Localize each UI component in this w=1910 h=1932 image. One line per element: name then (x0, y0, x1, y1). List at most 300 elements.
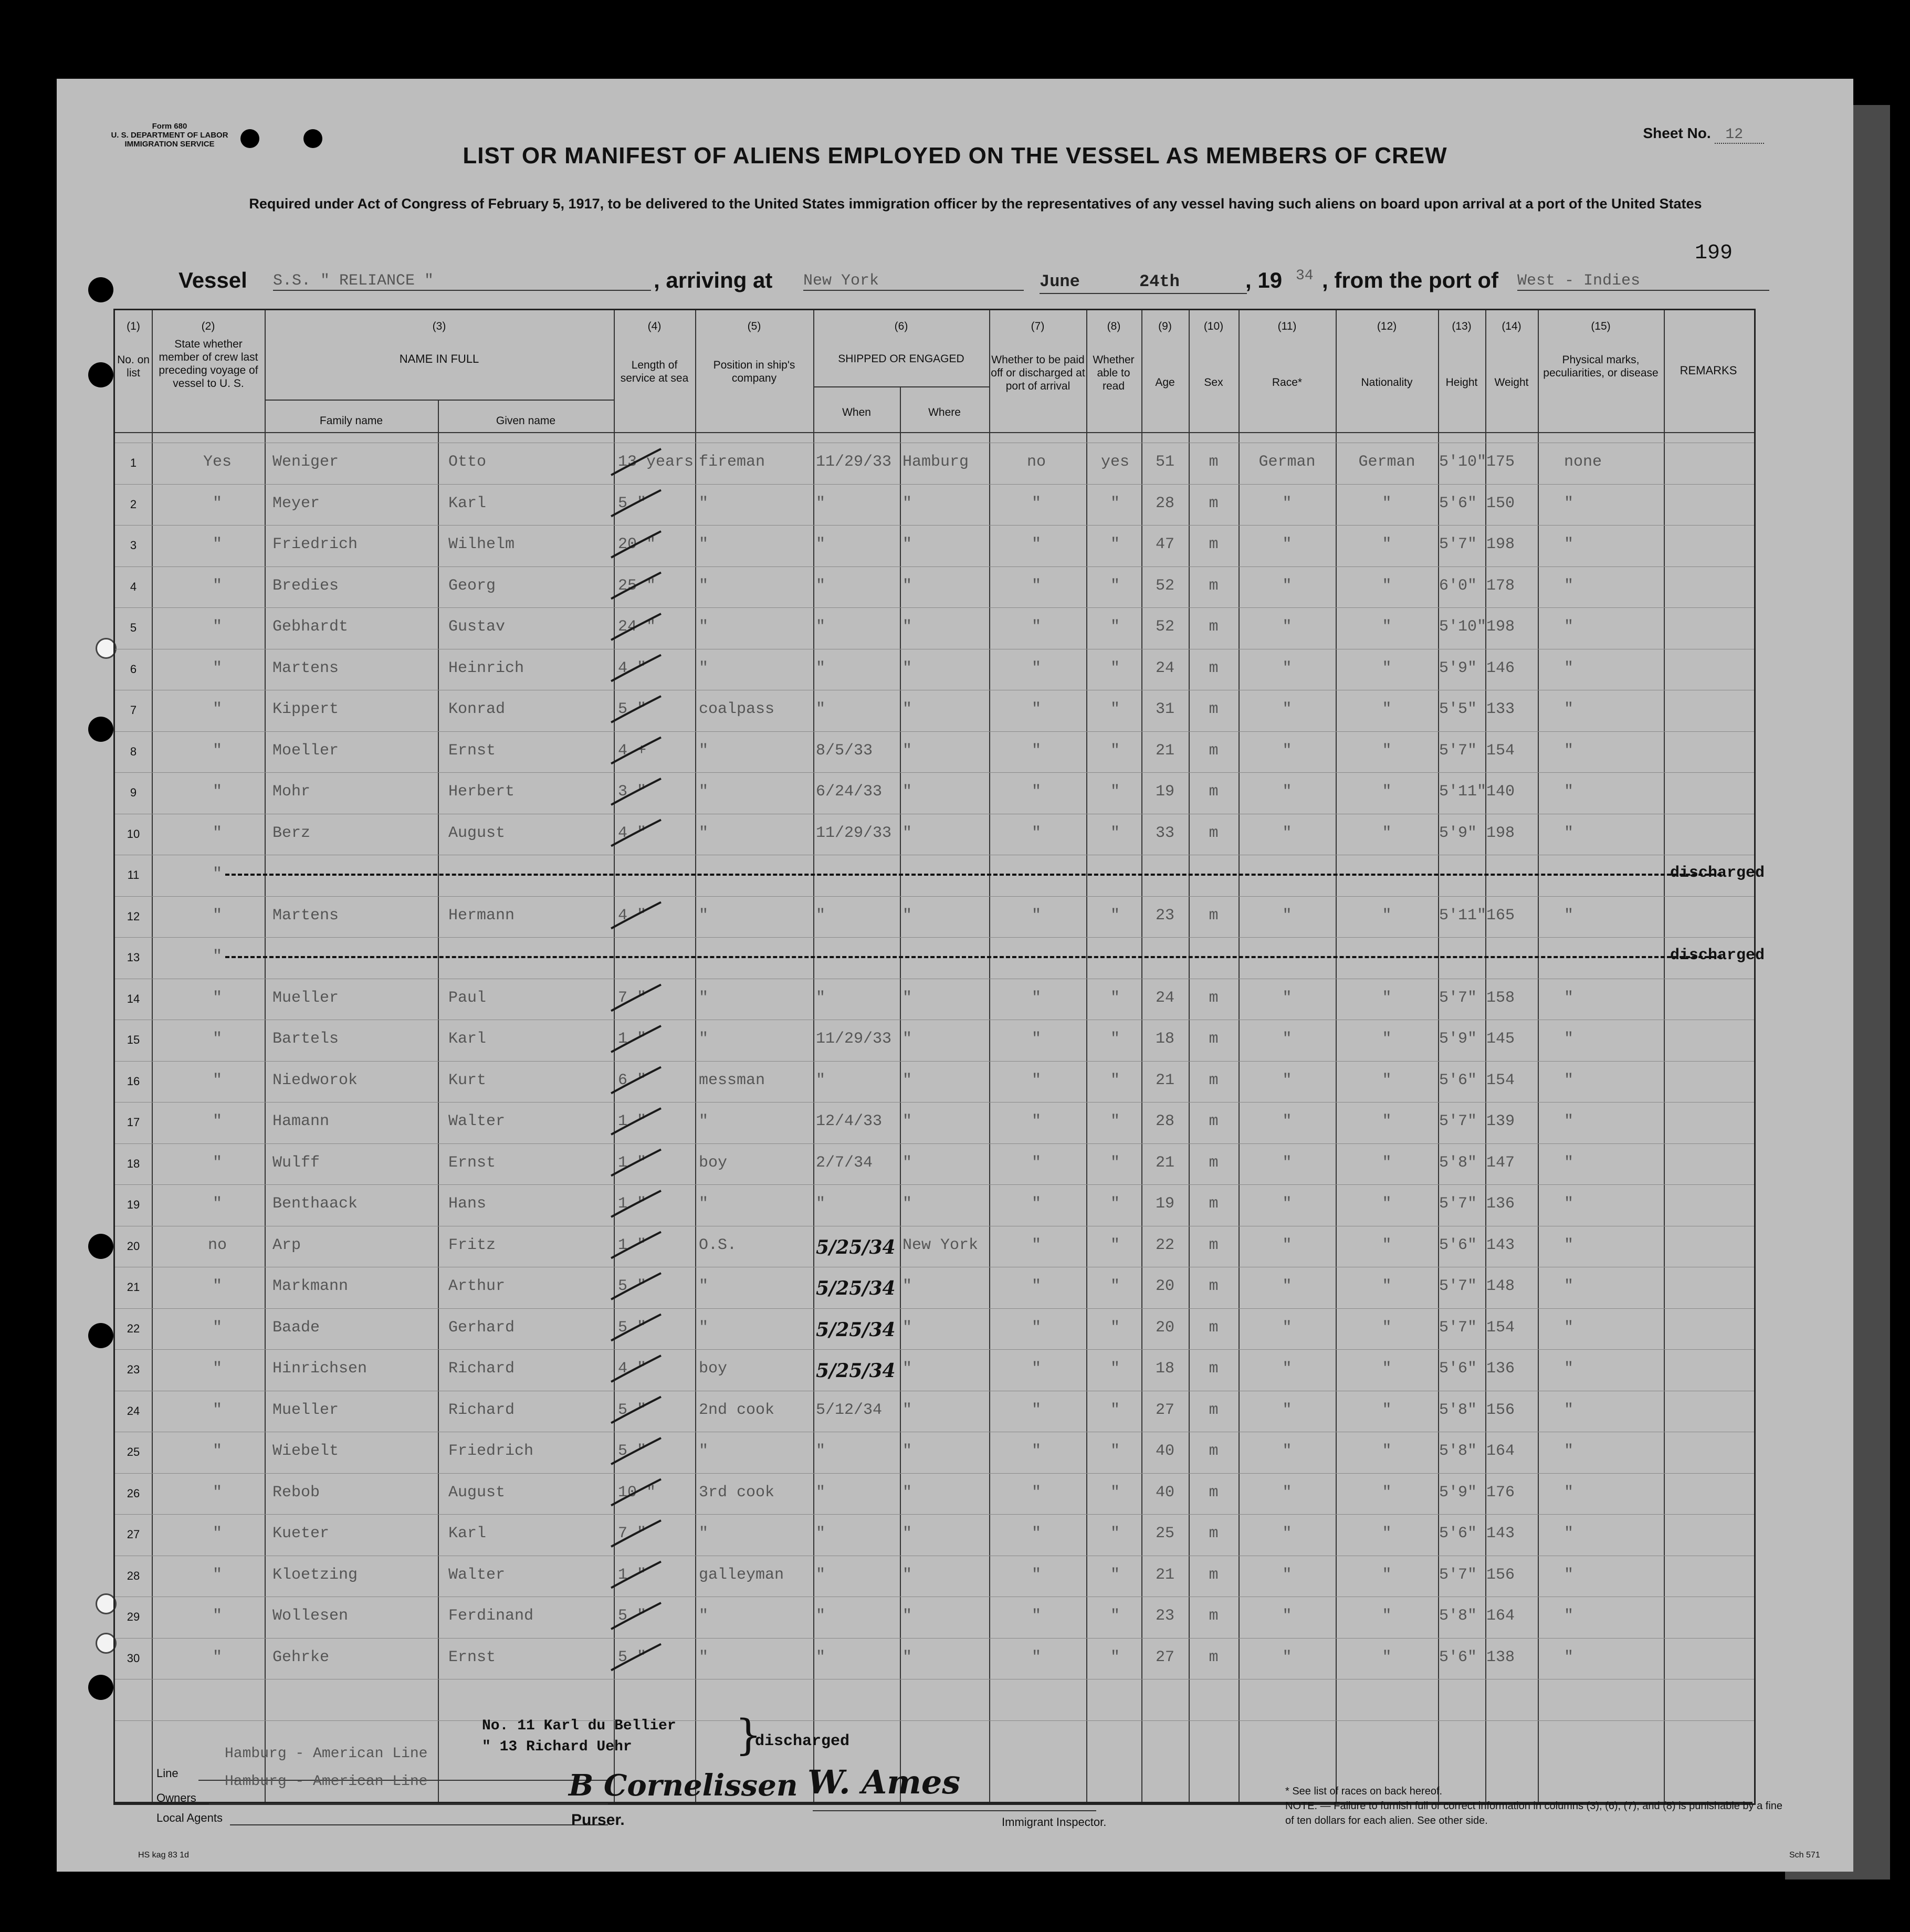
cell-state: " (212, 989, 222, 1007)
cell-weight: 198 (1486, 618, 1515, 636)
tick-mark (611, 1067, 661, 1094)
cell-position: " (699, 536, 709, 553)
cell-marks: " (1564, 1360, 1574, 1378)
cell-length: 4 + (618, 741, 647, 760)
cell-length: 5 " (618, 700, 647, 718)
cell-nat: " (1382, 700, 1392, 718)
cell-family: Mueller (272, 1401, 339, 1419)
cell-nat: " (1382, 1153, 1392, 1172)
department-name: U. S. DEPARTMENT OF LABOR (111, 131, 228, 140)
row-number: 7 (130, 704, 137, 717)
tick-mark (611, 1603, 661, 1629)
cell-race: German (1258, 453, 1316, 471)
cell-sex: m (1209, 1071, 1219, 1089)
cell-when: " (816, 659, 826, 677)
header-when: When (842, 406, 871, 418)
cell-height: 5'7" (1439, 1195, 1477, 1213)
cell-state: " (212, 783, 222, 801)
print-code: HS kag 83 1d (138, 1851, 189, 1860)
cell-read: " (1110, 1483, 1120, 1502)
cell-when: 11/29/33 (816, 453, 892, 471)
cell-where: " (902, 700, 912, 718)
cell-sex: m (1209, 1442, 1219, 1460)
cell-race: " (1282, 1401, 1292, 1419)
cell-given: Paul (448, 989, 487, 1007)
cell-position: " (699, 494, 709, 512)
cell-position: 3rd cook (699, 1483, 775, 1502)
row-number: 16 (127, 1074, 140, 1088)
cell-read: " (1110, 1442, 1120, 1460)
cell-paid: " (1031, 1607, 1041, 1625)
cell-height: 5'10" (1439, 618, 1487, 636)
cell-marks: none (1564, 453, 1602, 471)
cell-nat: " (1382, 1195, 1392, 1213)
cell-nat: " (1382, 989, 1392, 1007)
cell-family: Gehrke (272, 1648, 330, 1666)
cell-height: 5'5" (1439, 700, 1477, 718)
cell-paid: " (1031, 494, 1041, 512)
cell-marks: " (1564, 1566, 1574, 1584)
cell-position: " (699, 906, 709, 925)
cell-position: " (699, 1442, 709, 1460)
cell-race: " (1282, 1607, 1292, 1625)
from-label: , from the port of (1322, 268, 1498, 292)
cell-nat: " (1382, 1566, 1392, 1584)
row-number: 2 (130, 497, 137, 511)
tick-mark (611, 820, 661, 846)
cell-given: Friedrich (448, 1442, 534, 1460)
cell-race: " (1282, 783, 1292, 801)
cell-state: " (212, 659, 222, 677)
cell-read: " (1110, 700, 1120, 718)
cell-read: " (1110, 1236, 1120, 1254)
row-number: 17 (127, 1116, 140, 1129)
row-number: 18 (127, 1157, 140, 1170)
cell-race: " (1282, 824, 1292, 842)
cell-sex: m (1209, 1112, 1219, 1130)
header-length-of-service: Length of service at sea (620, 359, 689, 384)
cell-read: " (1110, 824, 1120, 842)
row-number: 11 (127, 868, 140, 881)
owners-underline (209, 1803, 608, 1804)
tick-mark (611, 531, 661, 558)
cell-when: " (816, 1525, 826, 1542)
col-num-1: (1) (127, 320, 140, 332)
arriving-label: , arriving at (654, 268, 773, 292)
cell-paid: " (1031, 1483, 1041, 1502)
header-nationality: Nationality (1361, 376, 1413, 388)
cell-where: " (902, 659, 912, 677)
cell-read: " (1110, 783, 1120, 801)
cell-sex: m (1209, 783, 1219, 801)
tick-mark (611, 1520, 661, 1547)
tick-mark (611, 614, 661, 640)
schedule-code: Sch 571 (1789, 1851, 1820, 1860)
row-number: 26 (127, 1486, 140, 1500)
cell-state: " (212, 1525, 222, 1542)
cell-when: " (816, 1195, 826, 1213)
cell-paid: " (1031, 824, 1041, 842)
cell-weight: 133 (1486, 700, 1515, 718)
cell-paid: " (1031, 1442, 1041, 1460)
cell-length: 3 " (618, 783, 647, 801)
cell-length: 1 " (618, 1030, 647, 1048)
cell-age: 52 (1155, 618, 1174, 636)
cell-length: 1 " (618, 1195, 647, 1213)
tick-mark (611, 1315, 661, 1341)
tick-mark (611, 902, 661, 929)
cell-height: 5'6" (1439, 1236, 1477, 1254)
cell-family: Kippert (272, 700, 339, 718)
inspector-label: Immigrant Inspector. (1002, 1815, 1107, 1829)
cell-marks: " (1564, 659, 1574, 677)
cell-when: 5/25/34 (816, 1236, 896, 1258)
cell-marks: " (1564, 1112, 1574, 1130)
cell-given: Gustav (448, 618, 506, 636)
cell-state: " (212, 536, 222, 553)
cell-sex: m (1209, 1360, 1219, 1378)
cell-state: " (212, 700, 222, 718)
cell-sex: m (1209, 618, 1219, 636)
cell-where: " (902, 1030, 912, 1048)
row-number: 22 (127, 1321, 140, 1335)
cell-where: " (902, 536, 912, 553)
col-num-2: (2) (201, 320, 215, 332)
cell-read: " (1110, 659, 1120, 677)
cell-read: " (1110, 1401, 1120, 1419)
col-num-6: (6) (894, 320, 908, 332)
cell-read: " (1110, 1030, 1120, 1048)
cell-state: no (207, 1236, 227, 1254)
remark-text: discharged (1670, 864, 1765, 882)
cell-age: 23 (1155, 1607, 1174, 1625)
cell-state: " (212, 1195, 222, 1213)
cell-paid: " (1031, 700, 1041, 718)
cell-length: 5 " (618, 494, 647, 512)
page-title: LIST OR MANIFEST OF ALIENS EMPLOYED ON THE VESSEL AS MEMBERS OF CREW (463, 143, 1447, 169)
cell-sex: m (1209, 1277, 1219, 1295)
cell-weight: 147 (1486, 1153, 1515, 1172)
cell-race: " (1282, 989, 1292, 1007)
cell-height: 5'7" (1439, 1277, 1477, 1295)
discharged-note-line2: " 13 Richard Uehr (482, 1739, 632, 1755)
cell-height: 5'6" (1439, 1360, 1477, 1378)
cell-read: " (1110, 618, 1120, 636)
cell-nat: " (1382, 1525, 1392, 1542)
cell-age: 23 (1155, 906, 1174, 925)
cell-length: 10 " (618, 1483, 656, 1502)
cell-family: Benthaack (272, 1195, 358, 1213)
cell-marks: " (1564, 1318, 1574, 1337)
cell-age: 28 (1155, 494, 1174, 512)
cell-age: 52 (1155, 576, 1174, 595)
form-number: Form 680 (152, 122, 187, 131)
arrival-month: June (1040, 272, 1080, 291)
cell-given: Ernst (448, 741, 496, 760)
arrival-year: 34 (1296, 268, 1314, 284)
cell-marks: " (1564, 824, 1574, 842)
cell-family: Baade (272, 1318, 320, 1337)
header-previous-voyage: State whether member of crew last preceding voyage of vessel to U. S. (159, 338, 258, 390)
cell-given: Hermann (448, 906, 515, 925)
departure-port: West - Indies (1517, 272, 1769, 291)
cell-length: 1 " (618, 1153, 647, 1172)
cell-marks: " (1564, 700, 1574, 718)
cell-family: Markmann (272, 1277, 349, 1295)
cell-when: 11/29/33 (816, 1030, 892, 1048)
cell-race: " (1282, 1360, 1292, 1378)
cell-height: 5'7" (1439, 741, 1477, 760)
tick-mark (611, 696, 661, 722)
cell-state: " (212, 1401, 222, 1419)
cell-weight: 143 (1486, 1525, 1515, 1542)
cell-nat: " (1382, 824, 1392, 842)
cell-family: Meyer (272, 494, 320, 512)
cell-length: 20 " (618, 536, 656, 553)
cell-position: " (699, 989, 709, 1007)
cell-weight: 165 (1486, 906, 1515, 925)
cell-height: 5'11" (1439, 783, 1487, 801)
cell-position: " (699, 824, 709, 842)
row-number: 21 (127, 1280, 140, 1294)
cell-race: " (1282, 1153, 1292, 1172)
cell-given: Richard (448, 1401, 515, 1419)
cell-length: 25 " (618, 576, 656, 595)
cell-family: Mueller (272, 989, 339, 1007)
cell-position: " (699, 783, 709, 801)
cell-weight: 156 (1486, 1401, 1515, 1419)
cell-race: " (1282, 906, 1292, 925)
cell-nat: " (1382, 741, 1392, 760)
races-footnote: * See list of races on back hereof. (1285, 1786, 1443, 1797)
cell-read: " (1110, 1195, 1120, 1213)
cell-height: 5'7" (1439, 536, 1477, 553)
cell-marks: " (1564, 1071, 1574, 1089)
cell-height: 5'8" (1439, 1401, 1477, 1419)
cell-length: 5 " (618, 1442, 647, 1460)
cell-nat: " (1382, 1030, 1392, 1048)
cell-height: 5'11" (1439, 906, 1487, 925)
cell-state: " (212, 1277, 222, 1295)
cell-position: " (699, 1277, 709, 1295)
line-label: Line (156, 1767, 179, 1780)
cell-height: 5'7" (1439, 1566, 1477, 1584)
cell-when: " (816, 1442, 826, 1460)
cell-nat: " (1382, 576, 1392, 595)
cell-read: " (1110, 1112, 1120, 1130)
cell-length: 4 " (618, 824, 647, 842)
cell-read: " (1110, 1360, 1120, 1378)
cell-weight: 178 (1486, 576, 1515, 595)
cell-marks: " (1564, 1195, 1574, 1213)
cell-where: " (902, 576, 912, 595)
cell-when: " (816, 618, 826, 636)
tick-mark (611, 779, 661, 805)
cell-length: 5 " (618, 1277, 647, 1295)
cell-race: " (1282, 1030, 1292, 1048)
cell-when: " (816, 494, 826, 512)
cell-sex: m (1209, 824, 1219, 842)
cell-when: 5/25/34 (816, 1318, 896, 1341)
col-num-13: (13) (1452, 320, 1472, 332)
cell-height: 5'7" (1439, 1318, 1477, 1337)
cell-paid: " (1031, 741, 1041, 760)
note-brace: } (735, 1710, 762, 1759)
cell-race: " (1282, 1071, 1292, 1089)
cell-weight: 154 (1486, 1318, 1515, 1337)
cell-where: " (902, 1401, 912, 1419)
cell-weight: 145 (1486, 1030, 1515, 1048)
cell-given: Konrad (448, 700, 506, 718)
cell-position: " (699, 1318, 709, 1337)
row-number: 27 (127, 1528, 140, 1541)
cell-paid: " (1031, 1401, 1041, 1419)
header-height: Height (1445, 376, 1478, 388)
cell-length: 1 " (618, 1236, 647, 1254)
cell-position: coalpass (699, 700, 775, 718)
cell-state: " (212, 741, 222, 760)
cell-marks: " (1564, 576, 1574, 595)
cell-given: Kurt (448, 1071, 487, 1089)
header-race: Race* (1272, 376, 1303, 388)
cell-weight: 136 (1486, 1360, 1515, 1378)
cell-length: 5 " (618, 1318, 647, 1337)
cell-height: 5'7" (1439, 989, 1477, 1007)
cell-sex: m (1209, 741, 1219, 760)
cell-where: " (902, 1153, 912, 1172)
cell-where: " (902, 906, 912, 925)
cell-length: 1 " (618, 1112, 647, 1130)
tick-mark (611, 655, 661, 681)
punch-hole (88, 277, 113, 302)
cell-where: " (902, 1071, 912, 1089)
cell-when: " (816, 700, 826, 718)
cell-where: " (902, 1195, 912, 1213)
cell-nat: " (1382, 1318, 1392, 1337)
cell-when: " (816, 1483, 826, 1502)
cell-height: 5'6" (1439, 1071, 1477, 1089)
cell-length: 7 " (618, 989, 647, 1007)
tick-mark (611, 573, 661, 599)
vessel-label: Vessel (179, 268, 247, 292)
cell-marks: " (1564, 906, 1574, 925)
cell-nat: " (1382, 1648, 1392, 1666)
sheet-number-value: 12 (1715, 127, 1764, 144)
cell-position: " (699, 659, 709, 677)
cell-length: 6 " (618, 1071, 647, 1089)
cell-nat: " (1382, 1071, 1392, 1089)
cell-marks: " (1564, 783, 1574, 801)
punch-hole (88, 362, 113, 387)
owners-label: Owners (156, 1791, 196, 1804)
cell-given: Hans (448, 1195, 487, 1213)
cell-age: 40 (1155, 1483, 1174, 1502)
cell-state: " (212, 1648, 222, 1666)
arrival-port: New York (803, 272, 1024, 291)
cell-race: " (1282, 1442, 1292, 1460)
header-physical-marks: Physical marks, peculiarities, or disease (1543, 354, 1659, 379)
cell-race: " (1282, 1483, 1292, 1502)
cell-position: " (699, 1030, 709, 1048)
cell-family: Martens (272, 659, 339, 677)
cell-where: " (902, 1442, 912, 1460)
cell-when: " (816, 1071, 826, 1089)
cell-marks: " (1564, 1030, 1574, 1048)
cell-state: " (212, 618, 222, 636)
col-num-14: (14) (1502, 320, 1521, 332)
cell-state: " (212, 824, 222, 842)
crew-table (113, 309, 1765, 1805)
voyage-line (179, 268, 1775, 299)
cell-paid: " (1031, 1153, 1041, 1172)
cell-marks: " (1564, 1648, 1574, 1666)
cell-sex: m (1209, 1401, 1219, 1419)
cell-height: 5'9" (1439, 659, 1477, 677)
cell-given: Arthur (448, 1277, 506, 1295)
cell-position: 2nd cook (699, 1401, 775, 1419)
cell-where: " (902, 1318, 912, 1337)
cell-sex: m (1209, 989, 1219, 1007)
cell-where: " (902, 494, 912, 512)
cell-family: Rebob (272, 1483, 320, 1502)
cell-height: 5'6" (1439, 1648, 1477, 1666)
cell-marks: " (1564, 494, 1574, 512)
col-num-4: (4) (647, 320, 662, 332)
cell-nat: " (1382, 1401, 1392, 1419)
cell-age: 28 (1155, 1112, 1174, 1130)
cell-sex: m (1209, 906, 1219, 925)
col-num-12: (12) (1377, 320, 1397, 332)
cell-length: 5 " (618, 1648, 647, 1666)
cell-nat: " (1382, 1442, 1392, 1460)
cell-sex: m (1209, 1153, 1219, 1172)
cell-length: 24 " (618, 618, 656, 636)
year-prefix: , 19 (1245, 268, 1283, 292)
tick-mark (611, 1562, 661, 1588)
cell-family: Kloetzing (272, 1566, 358, 1584)
cell-height: 5'7" (1439, 1112, 1477, 1130)
header-given-name: Given name (496, 415, 556, 427)
cell-given: Walter (448, 1566, 506, 1584)
cell-weight: 175 (1486, 453, 1515, 471)
penalty-note: NOTE. — Failure to furnish full or correct information in columns (3), (6), (7), and (8) is punishable by a fine of ten dollars for each alien. See other side. (1285, 1800, 1783, 1826)
cell-family: Hamann (272, 1112, 330, 1130)
cell-given: Walter (448, 1112, 506, 1130)
punch-hole (88, 1323, 113, 1348)
cell-length: 4 " (618, 1360, 647, 1378)
cell-race: " (1282, 536, 1292, 553)
tick-mark (611, 985, 661, 1011)
cell-where: New York (902, 1236, 979, 1254)
cell-length: 13 years (618, 453, 694, 471)
cell-nat: " (1382, 494, 1392, 512)
cell-age: 21 (1155, 1071, 1174, 1089)
cell-when: " (816, 536, 826, 553)
cell-height: 5'8" (1439, 1442, 1477, 1460)
cell-height: 5'8" (1439, 1153, 1477, 1172)
cell-weight: 156 (1486, 1566, 1515, 1584)
cell-marks: " (1564, 1401, 1574, 1419)
cell-sex: m (1209, 1525, 1219, 1542)
cell-position: galleyman (699, 1566, 784, 1584)
cell-age: 19 (1155, 783, 1174, 801)
cell-paid: " (1031, 659, 1041, 677)
cell-paid: " (1031, 576, 1041, 595)
cell-age: 18 (1155, 1360, 1174, 1378)
cell-sex: m (1209, 453, 1219, 471)
col-num-10: (10) (1203, 320, 1224, 332)
cell-race: " (1282, 1195, 1292, 1213)
